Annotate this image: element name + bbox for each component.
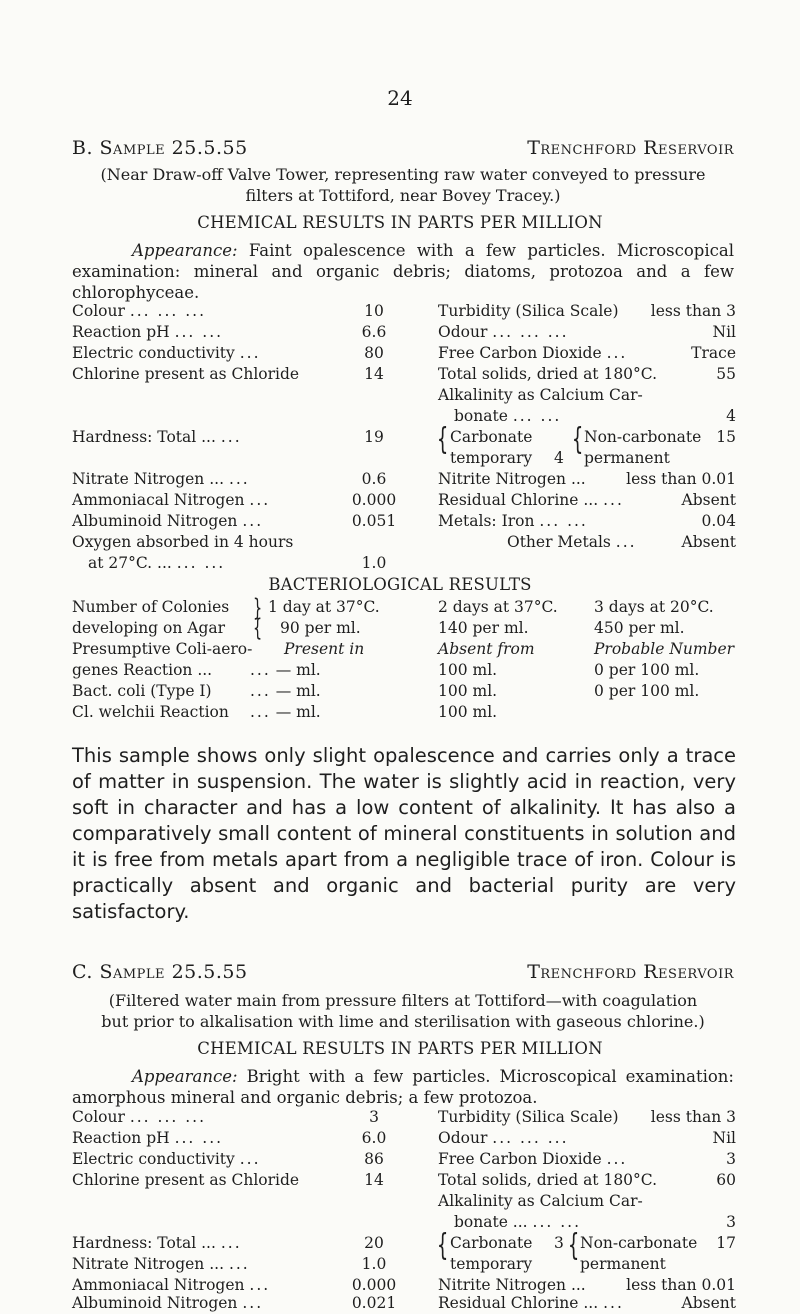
- brace-icon: {: [253, 614, 263, 642]
- row-value: 0.051: [351, 512, 397, 530]
- section-c-location: Trenchford Reservoir: [527, 961, 734, 983]
- row-label: Non-carbonate: [580, 1234, 698, 1252]
- row-label: Colour ... ... ...: [72, 1108, 207, 1126]
- row-label: Nitrate Nitrogen ... ...: [72, 1255, 250, 1273]
- intro-line: (Near Draw-off Valve Tower, representing raw water conveyed to pressure: [100, 165, 706, 184]
- row-value: 6.0: [361, 1129, 387, 1147]
- brace-icon: {: [436, 1228, 449, 1263]
- section-b-heading: [72, 137, 734, 159]
- row-value: 0.021: [351, 1294, 397, 1312]
- row-value: 17: [716, 1234, 736, 1252]
- row-label: Bact. coli (Type I): [72, 682, 212, 700]
- section-c-chem-title: CHEMICAL RESULTS IN PARTS PER MILLION: [197, 1039, 603, 1058]
- section-b-location: Trenchford Reservoir: [527, 137, 734, 159]
- row-label: Electric conductivity ...: [72, 1150, 261, 1168]
- row-label: Carbonate: [450, 1234, 533, 1252]
- row-value: 20: [364, 1234, 384, 1252]
- row-value: 100 ml.: [438, 661, 498, 679]
- row-value: 100 ml.: [438, 703, 498, 721]
- section-b-sample: B. Sample 25.5.55: [72, 137, 248, 159]
- row-label: Nitrate Nitrogen ... ...: [72, 470, 250, 488]
- section-c-appearance: [72, 1066, 734, 1108]
- bact-col3-count: 450 per ml.: [594, 619, 685, 637]
- brace-icon: }: [253, 594, 263, 622]
- row-value: 3: [726, 1213, 736, 1231]
- row-value: 86: [364, 1150, 384, 1168]
- intro-line: (Filtered water main from pressure filters at Tottiford—with coagulation: [108, 991, 698, 1010]
- section-c-sample: C. Sample 25.5.55: [72, 961, 248, 983]
- row-value: Nil: [712, 1129, 736, 1147]
- row-label: Non-carbonate: [584, 428, 702, 446]
- row-label: temporary: [450, 1255, 533, 1273]
- row-label: bonate ... ... ...: [454, 1213, 582, 1231]
- row-value: 55: [716, 365, 736, 383]
- section-b-intro: [72, 164, 734, 206]
- row-label: Odour ... ... ...: [438, 323, 569, 341]
- row-value: 0 per 100 ml.: [594, 661, 700, 679]
- row-value: 14: [364, 365, 384, 383]
- row-label: Total solids, dried at 180°C.: [438, 365, 658, 383]
- row-value: 6.6: [361, 323, 387, 341]
- appearance-text: Bright with a few particles. Microscopical examination: amorphous mineral and organic debris; a few protozoa.: [72, 1067, 734, 1107]
- row-value: ... — ml.: [250, 682, 321, 700]
- row-value: Nil: [712, 323, 736, 341]
- row-label: Hardness: Total ... ...: [72, 1234, 242, 1252]
- row-label: Oxygen absorbed in 4 hours: [72, 533, 294, 551]
- row-label: Number of Colonies: [72, 598, 230, 616]
- row-label: Odour ... ... ...: [438, 1129, 569, 1147]
- row-label: Metals: Iron ... ...: [438, 512, 588, 530]
- appearance-label: Appearance:: [132, 1067, 238, 1086]
- bact-col3-head: 3 days at 20°C.: [594, 598, 714, 616]
- row-value: Trace: [691, 344, 736, 362]
- row-label: Turbidity (Silica Scale): [438, 302, 619, 320]
- row-label: Colour ... ... ...: [72, 302, 207, 320]
- row-value: 0 per 100 ml.: [594, 682, 700, 700]
- section-b-bact-title: BACTERIOLOGICAL RESULTS: [268, 575, 532, 594]
- row-label: Alkalinity as Calcium Car-: [438, 386, 643, 404]
- row-value: 80: [364, 344, 384, 362]
- row-value: 3: [554, 1234, 564, 1252]
- row-label: Nitrite Nitrogen ...: [438, 1276, 586, 1294]
- intro-line: filters at Tottiford, near Bovey Tracey.): [245, 186, 561, 205]
- row-label: genes Reaction ...: [72, 661, 213, 679]
- absent-from-label: Absent from: [438, 640, 535, 658]
- row-value: 1.0: [361, 554, 387, 572]
- bact-col1-head: 1 day at 37°C.: [268, 598, 380, 616]
- row-value: ... — ml.: [250, 661, 321, 679]
- row-value: 10: [364, 302, 384, 320]
- row-label: Ammoniacal Nitrogen ...: [72, 491, 271, 509]
- row-label: Albuminoid Nitrogen ...: [72, 1294, 264, 1312]
- bact-col1-count: 90 per ml.: [280, 619, 361, 637]
- bact-col2-count: 140 per ml.: [438, 619, 529, 637]
- row-label: Carbonate: [450, 428, 533, 446]
- section-b-chem-title: CHEMICAL RESULTS IN PARTS PER MILLION: [197, 213, 603, 232]
- row-label: Chlorine present as Chloride: [72, 365, 300, 383]
- brace-icon: {: [436, 422, 449, 457]
- row-value: less than 0.01: [626, 1276, 736, 1294]
- page-number: 24: [387, 86, 413, 110]
- brace-icon: {: [567, 1228, 580, 1263]
- row-label: Electric conductivity ...: [72, 344, 261, 362]
- row-value: ... — ml.: [250, 703, 321, 721]
- row-value: Absent: [681, 491, 736, 509]
- row-value: less than 0.01: [626, 470, 736, 488]
- row-value: 60: [716, 1171, 736, 1189]
- row-value: 3: [726, 1150, 736, 1168]
- probable-number-label: Probable Number: [594, 640, 735, 658]
- row-label: Free Carbon Dioxide ...: [438, 1150, 628, 1168]
- row-value: 4: [726, 407, 736, 425]
- row-label: Chlorine present as Chloride: [72, 1171, 300, 1189]
- row-value: 0.04: [701, 512, 736, 530]
- row-label: Reaction pH ... ...: [72, 323, 224, 341]
- row-value: 0.000: [351, 491, 397, 509]
- row-label: Other Metals ...: [507, 533, 637, 551]
- section-b-appearance: [72, 240, 734, 303]
- row-label: Reaction pH ... ...: [72, 1129, 224, 1147]
- row-label: Ammoniacal Nitrogen ...: [72, 1276, 271, 1294]
- row-label: permanent: [584, 449, 670, 467]
- row-label: Presumptive Coli-aero-: [72, 640, 253, 658]
- appearance-text: Faint opalescence with a few particles. Microscopical examination: mineral and organic debris; diatoms, protozoa and a few chlorophyceae.: [72, 241, 734, 302]
- row-label: Albuminoid Nitrogen ...: [72, 512, 264, 530]
- row-label: temporary: [450, 449, 533, 467]
- row-value: 1.0: [361, 1255, 387, 1273]
- row-value: less than 3: [650, 302, 736, 320]
- row-label: at 27°C. ... ... ...: [88, 554, 226, 572]
- section-c-heading: [72, 961, 734, 983]
- row-label: bonate ... ...: [454, 407, 562, 425]
- row-label: Nitrite Nitrogen ...: [438, 470, 586, 488]
- row-label: Alkalinity as Calcium Car-: [438, 1192, 643, 1210]
- row-value: 15: [716, 428, 736, 446]
- row-value: Absent: [681, 533, 736, 551]
- bact-col2-head: 2 days at 37°C.: [438, 598, 558, 616]
- row-label: permanent: [580, 1255, 666, 1273]
- row-label: Hardness: Total ... ...: [72, 428, 242, 446]
- row-label: Residual Chlorine ... ...: [438, 1294, 624, 1312]
- appearance-label: Appearance:: [132, 241, 238, 260]
- section-b-summary: This sample shows only slight opalescence and carries only a trace of matter in suspension. The water is slightly acid in reaction, very soft in character and has a low content of alkalinity. It has also a comparatively small content of mineral constituents in solution and it is free from metals apart from a negligible trace of iron. Colour is practically absent and organic and bacterial purity are very satisfactory.: [72, 744, 736, 923]
- row-value: 0.000: [351, 1276, 397, 1294]
- row-value: less than 3: [650, 1108, 736, 1126]
- row-value: 19: [364, 428, 384, 446]
- row-value: 3: [369, 1108, 379, 1126]
- row-label: Turbidity (Silica Scale): [438, 1108, 619, 1126]
- row-label: Residual Chlorine ... ...: [438, 491, 624, 509]
- row-label: Total solids, dried at 180°C.: [438, 1171, 658, 1189]
- row-value: 100 ml.: [438, 682, 498, 700]
- row-value: 14: [364, 1171, 384, 1189]
- row-label: developing on Agar: [72, 619, 226, 637]
- row-label: Cl. welchii Reaction: [72, 703, 229, 721]
- row-label: Free Carbon Dioxide ...: [438, 344, 628, 362]
- present-in-label: Present in: [284, 640, 365, 658]
- intro-line: but prior to alkalisation with lime and sterilisation with gaseous chlorine.): [101, 1012, 705, 1031]
- row-value: 4: [554, 449, 564, 467]
- row-value: 0.6: [361, 470, 387, 488]
- row-value: Absent: [681, 1294, 736, 1312]
- brace-icon: {: [571, 422, 584, 457]
- section-c-intro: [72, 990, 734, 1032]
